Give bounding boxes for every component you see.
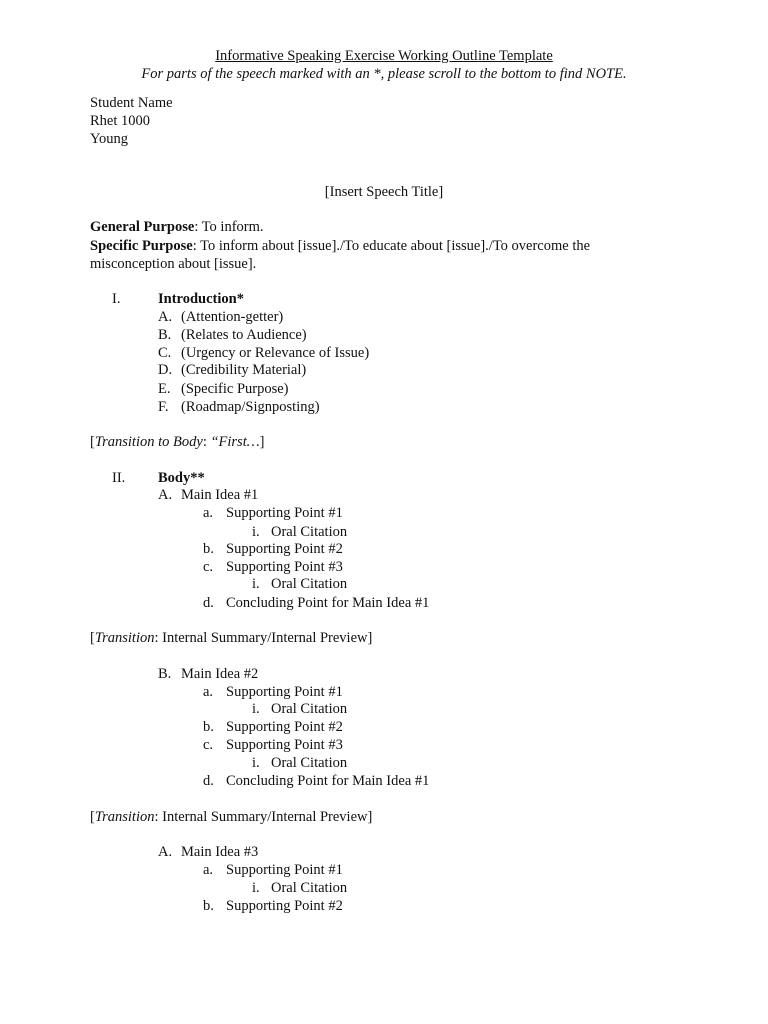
citation-text: Oral Citation [271, 701, 348, 717]
point-text: Supporting Point #2 [226, 719, 343, 735]
point-marker: b. [203, 719, 214, 735]
citation-marker: i. [252, 755, 260, 771]
transition-quote: “First… [210, 434, 260, 450]
point-text: Supporting Point #1 [226, 684, 343, 700]
transition-label: Transition [94, 630, 155, 646]
specific-purpose [90, 237, 590, 255]
main-idea-text: Main Idea #1 [181, 487, 259, 503]
course-name: Rhet 1000 [90, 113, 151, 129]
intro-item-marker: F. [158, 399, 169, 415]
document-subtitle: For parts of the speech marked with an *, please scroll to the bottom to find NOTE. [141, 66, 627, 82]
intro-item-text: (Relates to Audience) [181, 327, 307, 343]
citation-text: Oral Citation [271, 880, 348, 896]
point-text: Supporting Point #3 [226, 737, 343, 753]
bracket-open: [ [90, 434, 95, 450]
intro-item-marker: D. [158, 362, 173, 378]
point-text: Supporting Point #3 [226, 559, 343, 575]
point-text: Concluding Point for Main Idea #1 [226, 773, 430, 789]
main-idea-marker: A. [158, 487, 173, 503]
main-idea-marker: A. [158, 844, 173, 860]
document-title: Informative Speaking Exercise Working Outline Template [215, 48, 553, 64]
transition-internal [90, 808, 372, 826]
transition-text: : Internal Summary/Internal Preview] [154, 630, 373, 646]
citation-marker: i. [252, 880, 260, 896]
intro-item-marker: C. [158, 345, 172, 361]
bracket-open: [ [90, 809, 95, 825]
intro-item-text: (Credibility Material) [181, 362, 307, 378]
bracket-close: ] [259, 434, 265, 450]
point-marker: b. [203, 541, 214, 557]
specific-purpose-label: Specific Purpose [90, 238, 193, 254]
intro-item-marker: B. [158, 327, 172, 343]
transition-text: : Internal Summary/Internal Preview] [154, 809, 373, 825]
transition-internal [90, 629, 372, 647]
citation-text: Oral Citation [271, 524, 348, 540]
citation-marker: i. [252, 524, 260, 540]
main-idea-text: Main Idea #2 [181, 666, 259, 682]
student-name: Student Name [90, 95, 173, 111]
point-text: Supporting Point #1 [226, 505, 343, 521]
point-marker: a. [203, 505, 214, 521]
main-idea-text: Main Idea #3 [181, 844, 259, 860]
point-marker: b. [203, 898, 214, 914]
general-purpose [90, 218, 264, 236]
point-marker: c. [203, 559, 214, 575]
specific-purpose-continued: misconception about [issue]. [90, 256, 257, 272]
body-heading: Body** [158, 470, 205, 486]
intro-numeral: I. [112, 291, 121, 307]
general-purpose-text: : To inform. [194, 219, 264, 235]
transition-label: Transition to Body [94, 434, 203, 450]
point-marker: a. [203, 862, 214, 878]
citation-marker: i. [252, 701, 260, 717]
general-purpose-label: General Purpose [90, 219, 195, 235]
intro-item-marker: E. [158, 381, 171, 397]
citation-text: Oral Citation [271, 576, 348, 592]
point-text: Supporting Point #2 [226, 898, 343, 914]
transition-to-body [90, 433, 264, 451]
point-text: Supporting Point #2 [226, 541, 343, 557]
intro-item-text: (Specific Purpose) [181, 381, 289, 397]
intro-heading: Introduction* [158, 291, 244, 307]
citation-text: Oral Citation [271, 755, 348, 771]
intro-item-text: (Roadmap/Signposting) [181, 399, 320, 415]
intro-item-text: (Urgency or Relevance of Issue) [181, 345, 370, 361]
point-marker: d. [203, 595, 214, 611]
body-numeral: II. [112, 470, 126, 486]
specific-purpose-text: : To inform about [issue]./To educate about [issue]./To overcome the [192, 238, 591, 254]
point-marker: c. [203, 737, 214, 753]
point-text: Concluding Point for Main Idea #1 [226, 595, 430, 611]
bracket-open: [ [90, 630, 95, 646]
point-marker: d. [203, 773, 214, 789]
main-idea-marker: B. [158, 666, 172, 682]
intro-item-marker: A. [158, 309, 173, 325]
citation-marker: i. [252, 576, 260, 592]
speech-title: [Insert Speech Title] [324, 184, 444, 200]
point-text: Supporting Point #1 [226, 862, 343, 878]
point-marker: a. [203, 684, 214, 700]
intro-item-text: (Attention-getter) [181, 309, 284, 325]
transition-colon: : [202, 434, 211, 450]
transition-label: Transition [94, 809, 155, 825]
instructor-name: Young [90, 131, 129, 147]
